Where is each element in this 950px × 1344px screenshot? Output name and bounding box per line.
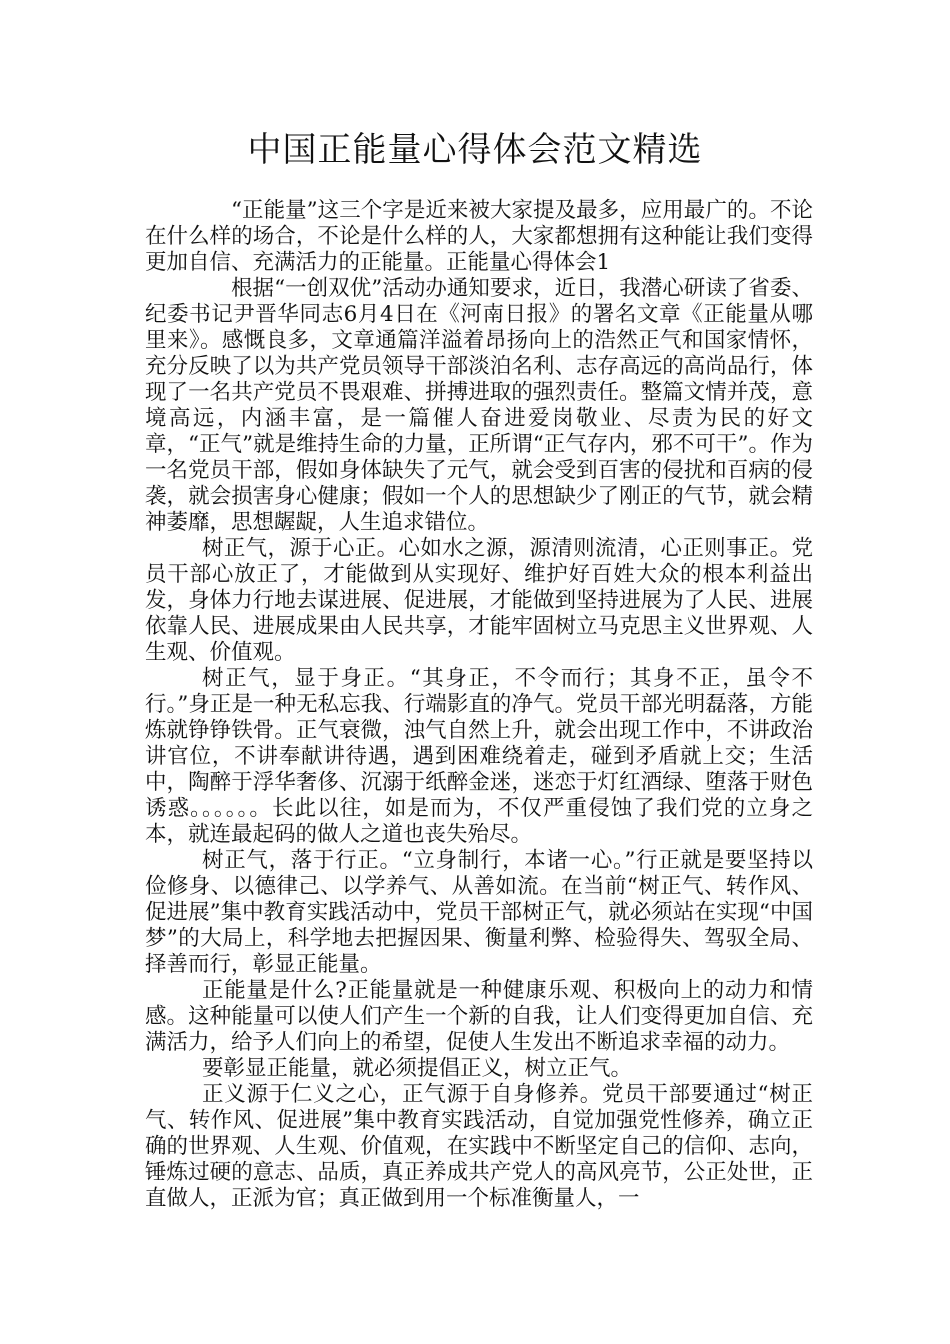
- paragraph: 树正气，源于心正。心如水之源，源清则流清，心正则事正。党员干部心放正了，才能做到从实现好、维护好百姓大众的根本利益出发，身体力行地去谋进展、促进展，才能做到坚持进展为了人民、进展依靠人民、进展成果由人民共享，才能牢固树立马克思主义世界观、人生观、价值观。: [145, 536, 813, 665]
- paragraph: 正义源于仁义之心，正气源于自身修养。党员干部要通过“树正气、转作风、促进展”集中教育实践活动，自觉加强党性修养，确立正确的世界观、人生观、价值观，在实践中不断坚定自己的信仰、志向，锤炼过硬的意志、品质，真正养成共产党人的高风亮节，公正处世，正直做人，正派为官；真正做到用一个标准衡量人，一: [145, 1082, 813, 1211]
- paragraph: 正能量是什么?正能量就是一种健康乐观、积极向上的动力和情感。这种能量可以使人们产生一个新的自我，让人们变得更加自信、充满活力，给予人们向上的希望，促使人生发出不断追求幸福的动力。: [145, 978, 813, 1055]
- paragraph: “正能量”这三个字是近来被大家提及最多，应用最广的。不论在什么样的场合，不论是什么样的人，大家都想拥有这种能让我们变得更加自信、充满活力的正能量。正能量心得体会1: [145, 198, 813, 275]
- document-title: 中国正能量心得体会范文精选: [247, 130, 703, 170]
- document-body: [145, 198, 813, 1212]
- paragraph: 要彰显正能量，就必须提倡正义，树立正气。: [202, 1056, 633, 1081]
- paragraph: 树正气，显于身正。“其身正，不令而行；其身不正，虽令不行。”身正是一种无私忘我、行端影直的净气。党员干部光明磊落，方能炼就铮铮铁骨。正气衰微，浊气自然上升，就会出现工作中，不讲政治讲官位，不讲奉献讲待遇，遇到困难绕着走，碰到矛盾就上交；生活中，陶醉于浮华奢侈、沉溺于纸醉金迷，迷恋于灯红酒绿、堕落于财色诱惑。。。。。。长此以往，如是而为，不仅严重侵蚀了我们党的立身之本，就连最起码的做人之道也丧失殆尽。: [145, 666, 813, 847]
- paragraph: 根据“一创双优”活动办通知要求，近日，我潜心研读了省委、纪委书记尹晋华同志6月4日在《河南日报》的署名文章《正能量从哪里来》。感慨良多，文章通篇洋溢着昂扬向上的浩然正气和国家情怀，充分反映了以为共产党员领导干部淡泊名利、志存高远的高尚品行，体现了一名共产党员不畏艰难、拼搏进取的强烈责任。整篇文情并茂，意境高远，内涵丰富，是一篇催人奋进爱岗敬业、尽责为民的好文章，“正气”就是维持生命的力量，正所谓“正气存内，邪不可干”。作为一名党员干部，假如身体缺失了元气，就会受到百害的侵扰和百病的侵袭，就会损害身心健康；假如一个人的思想缺少了刚正的气节，就会精神萎靡，思想龌龊，人生追求错位。: [145, 276, 813, 535]
- paragraph: 树正气，落于行正。“立身制行，本诸一心。”行正就是要坚持以俭修身、以德律己、以学养气、从善如流。在当前“树正气、转作风、促进展”集中教育实践活动中，党员干部树正气，就必须站在实现“中国梦”的大局上，科学地去把握因果、衡量利弊、检验得失、驾驭全局、择善而行，彰显正能量。: [145, 848, 813, 977]
